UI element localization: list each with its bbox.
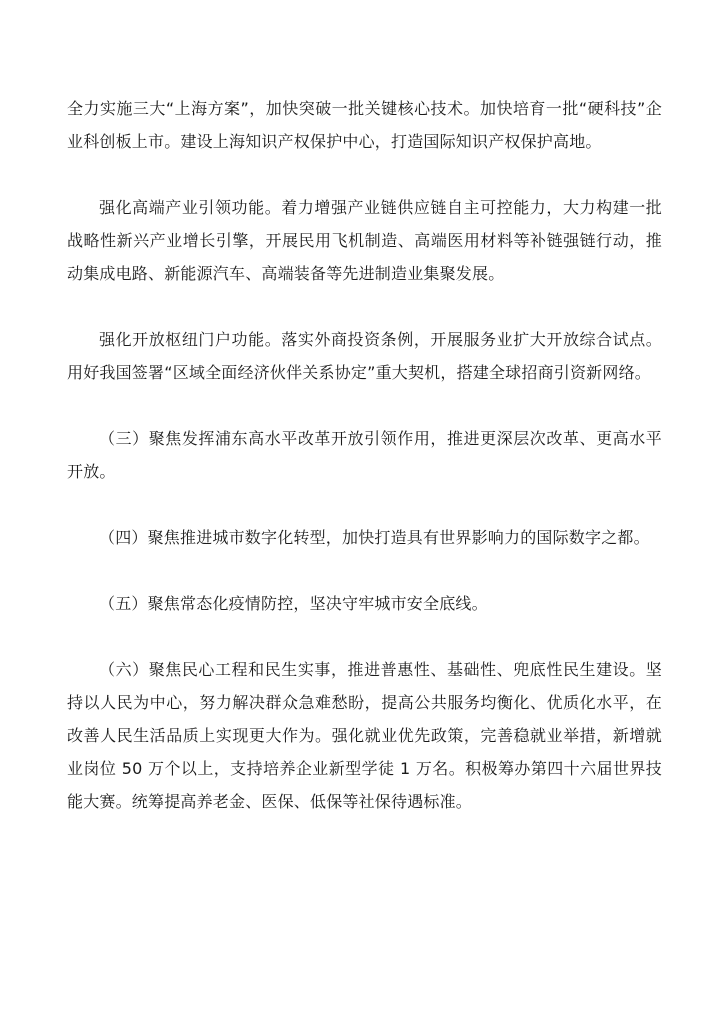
- paragraph-epidemic-prevention: （五）聚焦常态化疫情防控，坚决守牢城市安全底线。: [99, 594, 488, 613]
- paragraph-pudong-reform: （三）聚焦发挥浦东高水平改革开放引领作用，推进更深层次改革、更高水平开放。: [67, 429, 662, 481]
- paragraph-high-end-industry: 强化高端产业引领功能。着力增强产业链供应链自主可控能力，大力构建一批战略性新兴产业增长引擎，开展民用飞机制造、高端医用材料等补链强链行动，推动集成电路、新能源汽车、高端装备等先进制造业集聚发展。: [67, 198, 662, 283]
- paragraph-digital-transformation: （四）聚焦推进城市数字化转型，加快打造具有世界影响力的国际数字之都。: [99, 528, 650, 547]
- paragraph-shanghai-plan: 全力实施三大“上海方案”，加快突破一批关键核心技术。加快培育一批“硬科技”企业科创板上市。建设上海知识产权保护中心，打造国际知识产权保护高地。: [67, 99, 662, 151]
- paragraph-open-hub: 强化开放枢纽门户功能。落实外商投资条例，开展服务业扩大开放综合试点。用好我国签署“区域全面经济伙伴关系协定”重大契机，搭建全球招商引资新网络。: [67, 330, 662, 382]
- paragraph-livelihood: （六）聚焦民心工程和民生实事，推进普惠性、基础性、兜底性民生建设。坚持以人民为中心，努力解决群众急难愁盼，提高公共服务均衡化、优质化水平，在改善人民生活品质上实现更大作为。强化就业优先政策，完善稳就业举措，新增就业岗位 50 万个以上，支持培养企业新型学徒 1 万名。积极筹办第四十六届世界技能大赛。统筹提高养老金、医保、低保等社保待遇标准。: [67, 660, 662, 811]
